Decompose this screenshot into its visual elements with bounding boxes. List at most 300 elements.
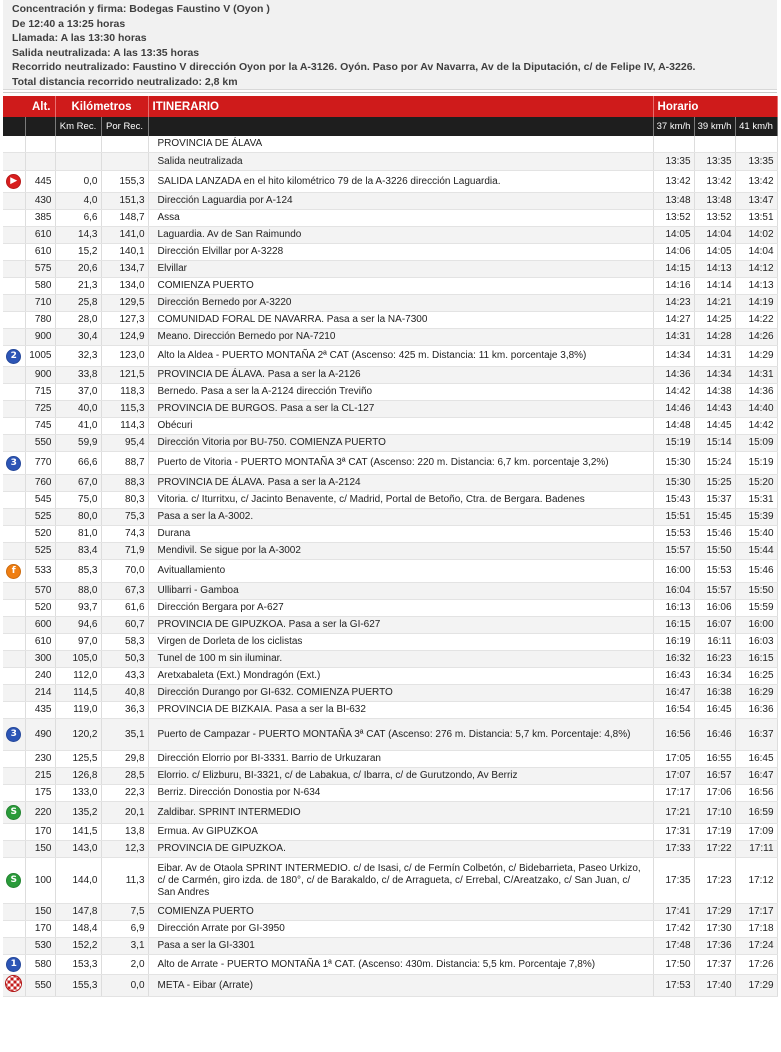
altitude-cell: 610 <box>25 227 55 244</box>
time-39-cell: 16:57 <box>694 768 735 785</box>
km-por-rec-cell: 7,5 <box>101 904 148 921</box>
table-row <box>3 543 777 560</box>
time-39-cell: 16:45 <box>694 702 735 719</box>
itinerary-cell: Dirección Laguardia por A-124 <box>148 193 653 210</box>
table-row <box>3 278 777 295</box>
km-rec-cell: 81,0 <box>55 526 101 543</box>
km-por-rec-cell: 28,5 <box>101 768 148 785</box>
time-41-cell: 14:42 <box>735 418 777 435</box>
altitude-cell: 725 <box>25 401 55 418</box>
time-41-cell: 15:31 <box>735 492 777 509</box>
altitude-cell: 545 <box>25 492 55 509</box>
table-row <box>3 401 777 418</box>
itinerary-cell: Durana <box>148 526 653 543</box>
row-icon-cell <box>3 824 25 841</box>
time-39-cell: 16:11 <box>694 634 735 651</box>
time-39-cell: 14:28 <box>694 329 735 346</box>
divider <box>3 92 777 93</box>
subheader-itinerario <box>148 117 653 136</box>
row-icon-cell <box>3 492 25 509</box>
itinerary-cell: Puerto de Campazar - PUERTO MONTAÑA 3ª CAT (Ascenso: 276 m. Distancia: 5,7 km. Porcentaje: 4,8%) <box>148 719 653 751</box>
time-37-cell: 16:54 <box>653 702 694 719</box>
time-39-cell: 15:57 <box>694 583 735 600</box>
km-por-rec-cell: 22,3 <box>101 785 148 802</box>
time-39-cell: 17:06 <box>694 785 735 802</box>
km-por-rec-cell: 40,8 <box>101 685 148 702</box>
header-alt: Alt. <box>3 96 55 117</box>
altitude-cell: 575 <box>25 261 55 278</box>
altitude-cell: 520 <box>25 600 55 617</box>
time-39-cell: 15:37 <box>694 492 735 509</box>
row-icon-cell <box>3 136 25 153</box>
subheader-icon <box>3 117 25 136</box>
km-rec-cell: 0,0 <box>55 171 101 193</box>
km-por-rec-cell: 121,5 <box>101 367 148 384</box>
time-37-cell: 16:00 <box>653 560 694 583</box>
itinerary-cell: Obécuri <box>148 418 653 435</box>
time-37-cell: 13:48 <box>653 193 694 210</box>
itinerary-cell: Meano. Dirección Bernedo por NA-7210 <box>148 329 653 346</box>
info-line-total-distancia: Total distancia recorrido neutralizado: 2,8 km <box>12 75 238 88</box>
km-rec-cell: 28,0 <box>55 312 101 329</box>
itinerary-table <box>3 96 778 997</box>
row-icon-cell <box>3 685 25 702</box>
row-icon-cell <box>3 346 25 367</box>
km-por-rec-cell: 71,9 <box>101 543 148 560</box>
row-icon-cell <box>3 475 25 492</box>
km-por-rec-cell: 75,3 <box>101 509 148 526</box>
itinerary-cell: PROVINCIA DE GIPUZKOA. Pasa a ser la GI-627 <box>148 617 653 634</box>
itinerary-cell: COMIENZA PUERTO <box>148 278 653 295</box>
km-por-rec-cell: 61,6 <box>101 600 148 617</box>
table-row <box>3 452 777 475</box>
time-41-cell: 16:59 <box>735 802 777 824</box>
table-row <box>3 492 777 509</box>
altitude-cell: 215 <box>25 768 55 785</box>
row-icon-cell <box>3 955 25 975</box>
time-37-cell: 16:43 <box>653 668 694 685</box>
time-39-cell: 17:19 <box>694 824 735 841</box>
altitude-cell: 300 <box>25 651 55 668</box>
km-rec-cell: 155,3 <box>55 975 101 997</box>
time-41-cell: 15:09 <box>735 435 777 452</box>
time-41-cell: 17:17 <box>735 904 777 921</box>
table-row <box>3 955 777 975</box>
subheader-km-rec: Km Rec. <box>55 117 101 136</box>
time-39-cell: 14:13 <box>694 261 735 278</box>
table-row <box>3 841 777 858</box>
km-rec-cell: 112,0 <box>55 668 101 685</box>
row-icon-cell <box>3 938 25 955</box>
row-icon-cell <box>3 193 25 210</box>
km-por-rec-cell: 11,3 <box>101 858 148 904</box>
itinerary-cell: Salida neutralizada <box>148 153 653 171</box>
time-39-cell: 17:10 <box>694 802 735 824</box>
time-37-cell: 15:43 <box>653 492 694 509</box>
km-rec-cell: 126,8 <box>55 768 101 785</box>
table-row <box>3 975 777 997</box>
subheader-speed-39: 39 km/h <box>694 117 735 136</box>
km-por-rec-cell: 134,7 <box>101 261 148 278</box>
sprint-icon: S <box>6 805 21 820</box>
table-row <box>3 295 777 312</box>
km-rec-cell: 135,2 <box>55 802 101 824</box>
altitude-cell: 610 <box>25 634 55 651</box>
altitude-cell: 550 <box>25 435 55 452</box>
altitude-cell: 760 <box>25 475 55 492</box>
itinerary-cell: Virgen de Dorleta de los ciclistas <box>148 634 653 651</box>
itinerary-cell: COMIENZA PUERTO <box>148 904 653 921</box>
altitude-cell: 900 <box>25 367 55 384</box>
table-row <box>3 685 777 702</box>
table-row <box>3 227 777 244</box>
km-por-rec-cell: 0,0 <box>101 975 148 997</box>
time-37-cell: 16:56 <box>653 719 694 751</box>
km-rec-cell <box>55 136 101 153</box>
time-39-cell: 15:46 <box>694 526 735 543</box>
km-por-rec-cell <box>101 153 148 171</box>
km-por-rec-cell: 74,3 <box>101 526 148 543</box>
altitude-cell: 445 <box>25 171 55 193</box>
time-41-cell: 13:35 <box>735 153 777 171</box>
table-row <box>3 346 777 367</box>
itinerary-cell: Elorrio. c/ Elizburu, BI-3321, c/ de Labakua, c/ Ibarra, c/ de Gurutzondo, Av Berriz <box>148 768 653 785</box>
subheader-por-rec: Por Rec. <box>101 117 148 136</box>
km-por-rec-cell: 129,5 <box>101 295 148 312</box>
km-por-rec-cell: 36,3 <box>101 702 148 719</box>
km-rec-cell: 153,3 <box>55 955 101 975</box>
itinerary-cell: Dirección Bergara por A-627 <box>148 600 653 617</box>
time-41-cell: 15:39 <box>735 509 777 526</box>
time-39-cell: 14:14 <box>694 278 735 295</box>
table-row <box>3 509 777 526</box>
time-37-cell: 16:15 <box>653 617 694 634</box>
itinerary-cell: Dirección Elvillar por A-3228 <box>148 244 653 261</box>
row-icon-cell <box>3 634 25 651</box>
km-rec-cell: 41,0 <box>55 418 101 435</box>
header-horario: Horario <box>653 96 777 117</box>
time-41-cell: 17:11 <box>735 841 777 858</box>
km-rec-cell: 32,3 <box>55 346 101 367</box>
time-39-cell: 15:25 <box>694 475 735 492</box>
altitude-cell: 525 <box>25 509 55 526</box>
table-subheader-row <box>3 117 777 136</box>
time-41-cell: 17:24 <box>735 938 777 955</box>
itinerary-cell: Dirección Arrate por GI-3950 <box>148 921 653 938</box>
table-row <box>3 244 777 261</box>
time-37-cell: 15:30 <box>653 452 694 475</box>
time-41-cell: 16:00 <box>735 617 777 634</box>
time-37-cell: 15:57 <box>653 543 694 560</box>
km-rec-cell: 141,5 <box>55 824 101 841</box>
time-37-cell: 16:47 <box>653 685 694 702</box>
time-37-cell: 15:19 <box>653 435 694 452</box>
table-row <box>3 261 777 278</box>
time-37-cell: 17:42 <box>653 921 694 938</box>
row-icon-cell <box>3 261 25 278</box>
time-41-cell: 14:04 <box>735 244 777 261</box>
km-por-rec-cell: 114,3 <box>101 418 148 435</box>
time-41-cell: 16:45 <box>735 751 777 768</box>
time-41-cell: 14:40 <box>735 401 777 418</box>
km-rec-cell: 85,3 <box>55 560 101 583</box>
altitude-cell: 580 <box>25 278 55 295</box>
time-37-cell: 16:32 <box>653 651 694 668</box>
table-row <box>3 193 777 210</box>
time-39-cell: 16:38 <box>694 685 735 702</box>
time-41-cell: 16:56 <box>735 785 777 802</box>
time-41-cell: 13:51 <box>735 210 777 227</box>
row-icon-cell <box>3 702 25 719</box>
km-por-rec-cell: 58,3 <box>101 634 148 651</box>
table-row <box>3 938 777 955</box>
km-rec-cell: 152,2 <box>55 938 101 955</box>
row-icon-cell <box>3 560 25 583</box>
altitude-cell: 385 <box>25 210 55 227</box>
row-icon-cell <box>3 751 25 768</box>
mountain-category-icon: 1 <box>6 957 21 972</box>
row-icon-cell <box>3 278 25 295</box>
sprint-icon: S <box>6 873 21 888</box>
km-por-rec-cell: 115,3 <box>101 401 148 418</box>
table-row <box>3 583 777 600</box>
itinerary-cell: Alto de Arrate - PUERTO MONTAÑA 1ª CAT. (Ascenso: 430m. Distancia: 5,5 km. Porcentaje 7,8%) <box>148 955 653 975</box>
row-icon-cell <box>3 719 25 751</box>
itinerary-cell: Alto la Aldea - PUERTO MONTAÑA 2ª CAT (Ascenso: 425 m. Distancia: 11 km. porcentaje 3,8%) <box>148 346 653 367</box>
altitude-cell: 175 <box>25 785 55 802</box>
time-37-cell: 14:27 <box>653 312 694 329</box>
time-37-cell: 17:53 <box>653 975 694 997</box>
time-41-cell: 15:20 <box>735 475 777 492</box>
km-por-rec-cell: 123,0 <box>101 346 148 367</box>
mountain-category-icon: 2 <box>6 349 21 364</box>
km-por-rec-cell: 67,3 <box>101 583 148 600</box>
row-icon-cell <box>3 153 25 171</box>
time-39-cell: 14:05 <box>694 244 735 261</box>
km-rec-cell <box>55 153 101 171</box>
table-row <box>3 210 777 227</box>
km-rec-cell: 147,8 <box>55 904 101 921</box>
info-line-llamada: Llamada: A las 13:30 horas <box>12 32 147 45</box>
km-rec-cell: 105,0 <box>55 651 101 668</box>
itinerary-cell: Elvillar <box>148 261 653 278</box>
km-por-rec-cell: 118,3 <box>101 384 148 401</box>
table-row <box>3 904 777 921</box>
time-37-cell: 17:50 <box>653 955 694 975</box>
time-37-cell: 17:05 <box>653 751 694 768</box>
itinerary-cell: Zaldibar. SPRINT INTERMEDIO <box>148 802 653 824</box>
itinerary-cell: Dirección Elorrio por BI-3331. Barrio de Urkuzaran <box>148 751 653 768</box>
km-por-rec-cell: 29,8 <box>101 751 148 768</box>
row-icon-cell <box>3 904 25 921</box>
km-por-rec-cell: 80,3 <box>101 492 148 509</box>
time-39-cell: 16:46 <box>694 719 735 751</box>
itinerary-cell: Tunel de 100 m sin iluminar. <box>148 651 653 668</box>
km-por-rec-cell: 134,0 <box>101 278 148 295</box>
km-por-rec-cell: 148,7 <box>101 210 148 227</box>
row-icon-cell <box>3 418 25 435</box>
time-39-cell: 15:50 <box>694 543 735 560</box>
km-rec-cell: 4,0 <box>55 193 101 210</box>
table-row <box>3 329 777 346</box>
time-39-cell: 15:45 <box>694 509 735 526</box>
info-line-recorrido: Recorrido neutralizado: Faustino V dirección Oyon por la A-3126. Oyón. Paso por Av Navarra, Av de la Diputación, c/ de Felipe IV, A-3226. <box>12 61 696 74</box>
stage-info-panel <box>3 0 777 90</box>
time-39-cell: 17:29 <box>694 904 735 921</box>
km-rec-cell: 125,5 <box>55 751 101 768</box>
itinerary-cell: SALIDA LANZADA en el hito kilométrico 79 de la A-3226 dirección Laguardia. <box>148 171 653 193</box>
row-icon-cell <box>3 975 25 997</box>
time-37-cell: 14:34 <box>653 346 694 367</box>
km-por-rec-cell: 2,0 <box>101 955 148 975</box>
altitude-cell: 435 <box>25 702 55 719</box>
itinerary-cell: Eibar. Av de Otaola SPRINT INTERMEDIO. c/ de Isasi, c/ de Fermín Colbetón, c/ Bidebarrieta, Paseo Urkizo, c/ de Carmén, giro izda. de 180°, c/ de Barakaldo, c/ de Arragueta, c/ Errebal, C/Areatzako, c/ San Juan, c/ San Andres <box>148 858 653 904</box>
time-41-cell: 16:15 <box>735 651 777 668</box>
row-icon-cell <box>3 367 25 384</box>
time-41-cell: 16:03 <box>735 634 777 651</box>
time-39-cell: 15:14 <box>694 435 735 452</box>
time-41-cell: 15:50 <box>735 583 777 600</box>
time-37-cell: 17:33 <box>653 841 694 858</box>
time-41-cell <box>735 136 777 153</box>
subheader-speed-41: 41 km/h <box>735 117 777 136</box>
table-row <box>3 751 777 768</box>
time-37-cell: 13:35 <box>653 153 694 171</box>
table-row <box>3 136 777 153</box>
table-row <box>3 617 777 634</box>
time-37-cell: 16:13 <box>653 600 694 617</box>
time-41-cell: 15:59 <box>735 600 777 617</box>
row-icon-cell <box>3 244 25 261</box>
time-37-cell: 16:04 <box>653 583 694 600</box>
time-41-cell: 17:29 <box>735 975 777 997</box>
table-row <box>3 367 777 384</box>
altitude-cell: 530 <box>25 938 55 955</box>
time-39-cell: 14:34 <box>694 367 735 384</box>
info-line-concentracion: Concentración y firma: Bodegas Faustino V (Oyon ) <box>12 3 270 15</box>
time-41-cell: 14:29 <box>735 346 777 367</box>
mountain-category-icon: 3 <box>6 456 21 471</box>
altitude-cell: 780 <box>25 312 55 329</box>
time-41-cell: 14:26 <box>735 329 777 346</box>
itinerary-cell: Mendivil. Se sigue por la A-3002 <box>148 543 653 560</box>
itinerary-cell: Bernedo. Pasa a ser la A-2124 dirección Treviño <box>148 384 653 401</box>
row-icon-cell <box>3 452 25 475</box>
altitude-cell: 490 <box>25 719 55 751</box>
km-rec-cell: 93,7 <box>55 600 101 617</box>
altitude-cell: 100 <box>25 858 55 904</box>
time-41-cell: 14:22 <box>735 312 777 329</box>
itinerary-cell: Pasa a ser la A-3002. <box>148 509 653 526</box>
km-por-rec-cell <box>101 136 148 153</box>
altitude-cell: 715 <box>25 384 55 401</box>
time-41-cell: 15:44 <box>735 543 777 560</box>
time-41-cell: 15:40 <box>735 526 777 543</box>
row-icon-cell <box>3 543 25 560</box>
altitude-cell: 170 <box>25 921 55 938</box>
time-39-cell: 17:36 <box>694 938 735 955</box>
km-rec-cell: 21,3 <box>55 278 101 295</box>
table-row <box>3 475 777 492</box>
altitude-cell: 1005 <box>25 346 55 367</box>
time-37-cell: 14:36 <box>653 367 694 384</box>
table-row <box>3 719 777 751</box>
km-por-rec-cell: 95,4 <box>101 435 148 452</box>
itinerary-cell: Assa <box>148 210 653 227</box>
time-37-cell: 15:51 <box>653 509 694 526</box>
row-icon-cell <box>3 210 25 227</box>
time-41-cell: 17:12 <box>735 858 777 904</box>
time-41-cell: 17:18 <box>735 921 777 938</box>
altitude-cell: 710 <box>25 295 55 312</box>
row-icon-cell <box>3 768 25 785</box>
km-rec-cell: 133,0 <box>55 785 101 802</box>
km-rec-cell: 67,0 <box>55 475 101 492</box>
time-37-cell: 17:07 <box>653 768 694 785</box>
km-por-rec-cell: 155,3 <box>101 171 148 193</box>
itinerary-cell: Vitoria. c/ Iturritxu, c/ Jacinto Benavente, c/ Madrid, Portal de Betoño, Ctra. de Bergara. Badenes <box>148 492 653 509</box>
time-37-cell: 14:06 <box>653 244 694 261</box>
table-row <box>3 702 777 719</box>
time-39-cell: 16:07 <box>694 617 735 634</box>
km-por-rec-cell: 141,0 <box>101 227 148 244</box>
time-39-cell: 17:23 <box>694 858 735 904</box>
time-37-cell: 14:15 <box>653 261 694 278</box>
itinerary-cell: PROVINCIA DE ÁLAVA. Pasa a ser la A-2124 <box>148 475 653 492</box>
km-rec-cell: 14,3 <box>55 227 101 244</box>
itinerary-cell: Dirección Vitoria por BU-750. COMIENZA PUERTO <box>148 435 653 452</box>
time-41-cell: 14:02 <box>735 227 777 244</box>
itinerary-cell: Berriz. Dirección Donostia por N-634 <box>148 785 653 802</box>
time-37-cell: 13:52 <box>653 210 694 227</box>
time-41-cell: 14:19 <box>735 295 777 312</box>
subheader-alt <box>25 117 55 136</box>
time-41-cell: 15:46 <box>735 560 777 583</box>
time-41-cell: 16:29 <box>735 685 777 702</box>
km-rec-cell: 33,8 <box>55 367 101 384</box>
time-37-cell: 14:42 <box>653 384 694 401</box>
time-39-cell: 14:38 <box>694 384 735 401</box>
row-icon-cell <box>3 802 25 824</box>
time-41-cell: 16:37 <box>735 719 777 751</box>
row-icon-cell <box>3 583 25 600</box>
time-39-cell: 15:24 <box>694 452 735 475</box>
itinerary-cell: PROVINCIA DE BURGOS. Pasa a ser la CL-127 <box>148 401 653 418</box>
altitude-cell: 770 <box>25 452 55 475</box>
time-41-cell: 14:13 <box>735 278 777 295</box>
table-row <box>3 785 777 802</box>
row-icon-cell <box>3 651 25 668</box>
itinerary-cell: Laguardia. Av de San Raimundo <box>148 227 653 244</box>
km-por-rec-cell: 3,1 <box>101 938 148 955</box>
table-header-row <box>3 96 777 117</box>
time-39-cell: 14:21 <box>694 295 735 312</box>
altitude-cell <box>25 136 55 153</box>
altitude-cell: 900 <box>25 329 55 346</box>
km-rec-cell: 20,6 <box>55 261 101 278</box>
km-rec-cell: 148,4 <box>55 921 101 938</box>
row-icon-cell <box>3 526 25 543</box>
km-rec-cell: 119,0 <box>55 702 101 719</box>
altitude-cell: 150 <box>25 904 55 921</box>
row-icon-cell <box>3 329 25 346</box>
altitude-cell: 230 <box>25 751 55 768</box>
time-39-cell: 14:25 <box>694 312 735 329</box>
km-por-rec-cell: 151,3 <box>101 193 148 210</box>
km-rec-cell: 30,4 <box>55 329 101 346</box>
altitude-cell <box>25 153 55 171</box>
row-icon-cell <box>3 312 25 329</box>
